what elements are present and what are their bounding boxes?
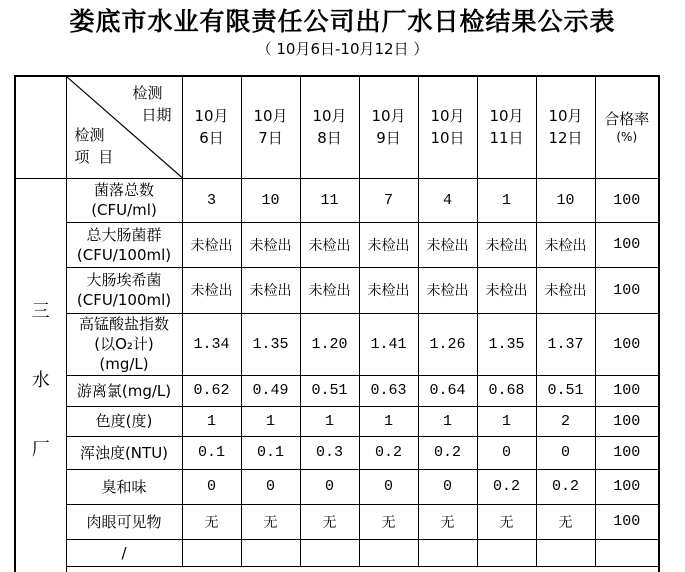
value-cell: 1 [359, 406, 418, 436]
value-cell: 无 [477, 504, 536, 539]
pass-rate-cell: 100 [595, 178, 659, 222]
corner-date-label: 检测 日期 [132, 84, 172, 124]
row-label-cell: 菌落总数 (CFU/ml) [66, 178, 182, 222]
value-cell: 未检出 [418, 267, 477, 313]
value-cell: 未检出 [477, 267, 536, 313]
value-cell: 11 [300, 178, 359, 222]
value-cell: 无 [182, 504, 241, 539]
value-cell: 0 [418, 469, 477, 504]
row-label-cell: 肉眼可见物 [66, 504, 182, 539]
page-title: 娄底市水业有限责任公司出厂水日检结果公示表 [69, 7, 616, 36]
value-cell [536, 539, 595, 566]
value-cell: 1.41 [359, 313, 418, 375]
value-cell: 无 [359, 504, 418, 539]
value-cell [300, 539, 359, 566]
value-cell [241, 539, 300, 566]
date-header-cell: 10月 7日 [241, 76, 300, 178]
pass-rate-header-cell: 合格率 (%) [595, 76, 659, 178]
value-cell: 无 [536, 504, 595, 539]
row-label-cell: 色度(度) [66, 406, 182, 436]
pass-rate-cell: 100 [595, 313, 659, 375]
plant-name-cell: 三 水 厂 [15, 178, 66, 572]
value-cell: 无 [241, 504, 300, 539]
value-cell [418, 539, 477, 566]
value-cell: 0.63 [359, 375, 418, 406]
value-cell: 无 [418, 504, 477, 539]
value-cell [359, 539, 418, 566]
date-header-cell: 10月 6日 [182, 76, 241, 178]
table-row [15, 436, 659, 469]
value-cell: 未检出 [359, 267, 418, 313]
value-cell: 未检出 [300, 267, 359, 313]
value-cell: 未检出 [536, 267, 595, 313]
value-cell: 1.35 [477, 313, 536, 375]
value-cell: 0 [359, 469, 418, 504]
value-cell: 0.2 [359, 436, 418, 469]
value-cell: 未检出 [241, 267, 300, 313]
date-header-cell: 10月 11日 [477, 76, 536, 178]
stub-row [15, 566, 659, 572]
pass-rate-cell: 100 [595, 469, 659, 504]
row-label-cell: 臭和味 [66, 469, 182, 504]
value-cell: 1.20 [300, 313, 359, 375]
value-cell: 未检出 [182, 222, 241, 267]
row-label-cell: 游离氯(mg/L) [66, 375, 182, 406]
value-cell: 2 [536, 406, 595, 436]
value-cell: 0 [241, 469, 300, 504]
value-cell: 1.34 [182, 313, 241, 375]
pass-rate-cell: 100 [595, 267, 659, 313]
pass-rate-cell: 100 [595, 504, 659, 539]
value-cell [477, 539, 536, 566]
value-cell: 0.64 [418, 375, 477, 406]
table-row [15, 469, 659, 504]
value-cell: 0 [477, 436, 536, 469]
row-label-cell: / [66, 539, 182, 566]
date-header-cell: 10月 12日 [536, 76, 595, 178]
value-cell: 1 [477, 406, 536, 436]
value-cell: 未检出 [182, 267, 241, 313]
page-subtitle: （ 10月6日-10月12日 ） [256, 40, 429, 58]
value-cell: 0.68 [477, 375, 536, 406]
value-cell: 未检出 [418, 222, 477, 267]
value-cell: 0.1 [182, 436, 241, 469]
value-cell: 0 [536, 436, 595, 469]
page [0, 7, 685, 572]
value-cell: 未检出 [241, 222, 300, 267]
value-cell: 1 [477, 178, 536, 222]
value-cell: 未检出 [477, 222, 536, 267]
value-cell: 1 [241, 406, 300, 436]
date-header-cell: 10月 8日 [300, 76, 359, 178]
value-cell: 0 [182, 469, 241, 504]
value-cell: 0.51 [300, 375, 359, 406]
value-cell: 10 [241, 178, 300, 222]
value-cell: 1 [418, 406, 477, 436]
table-row [15, 178, 659, 222]
value-cell [182, 539, 241, 566]
inspection-table [14, 75, 660, 572]
table-row [15, 222, 659, 267]
value-cell: 3 [182, 178, 241, 222]
corner-item-label: 检测 项 目 [74, 125, 116, 166]
value-cell: 0.62 [182, 375, 241, 406]
pass-rate-cell: 100 [595, 436, 659, 469]
pass-rate-cell: 100 [595, 375, 659, 406]
pass-rate-cell [595, 539, 659, 566]
value-cell: 0 [300, 469, 359, 504]
clipped-row-cell [66, 566, 659, 572]
value-cell: 0.2 [536, 469, 595, 504]
inspection-table-wrapper [14, 75, 660, 572]
value-cell: 4 [418, 178, 477, 222]
value-cell: 1.37 [536, 313, 595, 375]
empty-corner-cell [15, 76, 66, 178]
value-cell: 1.35 [241, 313, 300, 375]
value-cell: 未检出 [536, 222, 595, 267]
value-cell: 未检出 [359, 222, 418, 267]
table-row [15, 406, 659, 436]
value-cell: 0.51 [536, 375, 595, 406]
row-label-cell: 高锰酸盐指数 (以O₂计) (mg/L) [66, 313, 182, 375]
value-cell: 7 [359, 178, 418, 222]
table-row [15, 267, 659, 313]
row-label-cell: 浑浊度(NTU) [66, 436, 182, 469]
row-label-cell: 大肠埃希菌 (CFU/100ml) [66, 267, 182, 313]
date-header-cell: 10月 9日 [359, 76, 418, 178]
value-cell: 10 [536, 178, 595, 222]
value-cell: 0.2 [477, 469, 536, 504]
row-label-cell: 总大肠菌群 (CFU/100ml) [66, 222, 182, 267]
value-cell: 未检出 [300, 222, 359, 267]
pass-rate-cell: 100 [595, 222, 659, 267]
value-cell: 0.49 [241, 375, 300, 406]
value-cell: 0.3 [300, 436, 359, 469]
table-row [15, 375, 659, 406]
value-cell: 1.26 [418, 313, 477, 375]
table-row [15, 313, 659, 375]
value-cell: 0.2 [418, 436, 477, 469]
value-cell: 0.1 [241, 436, 300, 469]
value-cell: 1 [182, 406, 241, 436]
value-cell: 1 [300, 406, 359, 436]
table-row [15, 539, 659, 566]
header-row [15, 76, 659, 178]
value-cell: 无 [300, 504, 359, 539]
table-row [15, 504, 659, 539]
date-header-cell: 10月 10日 [418, 76, 477, 178]
pass-rate-cell: 100 [595, 406, 659, 436]
corner-header-cell [66, 76, 182, 178]
